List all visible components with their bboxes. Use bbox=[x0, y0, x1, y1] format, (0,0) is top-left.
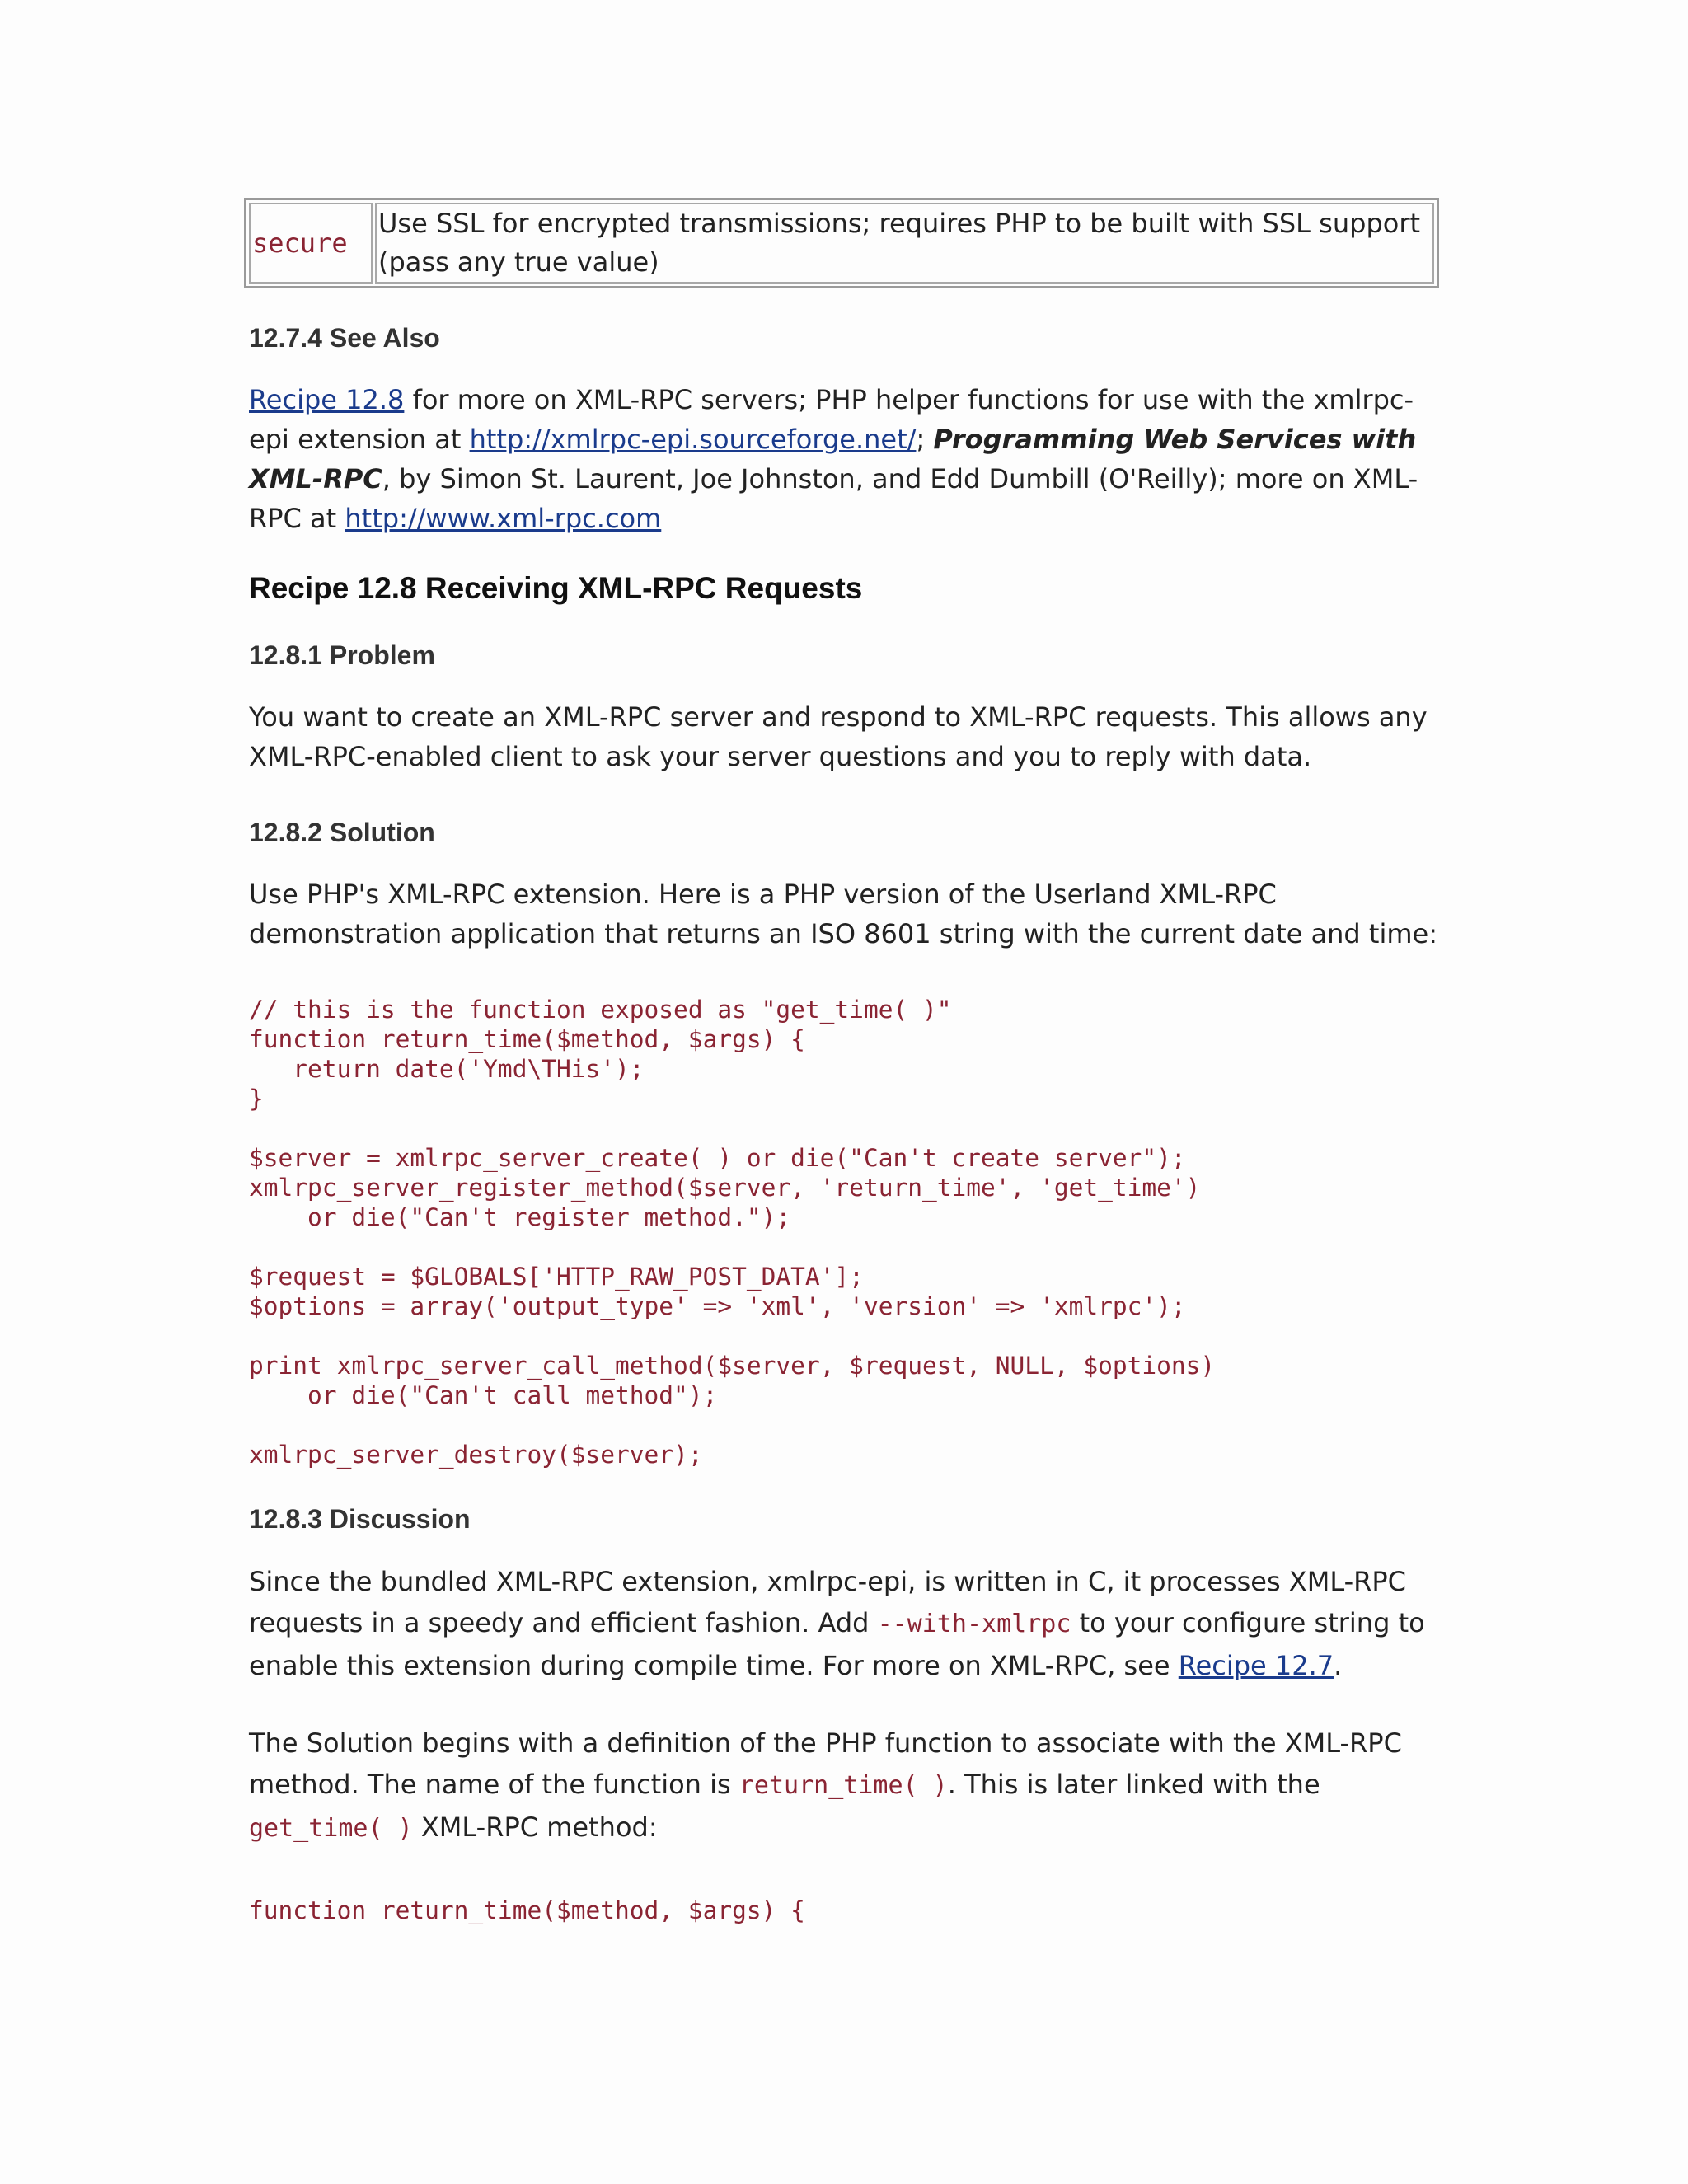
discussion-text-1: Since the bundled XML-RPC extension, xmlrpc-epi, is written in C, it processes XML-RPC requests in a speedy and efficient fashion. Add bbox=[249, 1566, 1406, 1638]
see-also-text-1: for more on XML-RPC servers; PHP helper functions for use with the xmlrpc-epi extension at bbox=[249, 384, 1414, 455]
xml-rpc-link[interactable]: http://www.xml-rpc.com bbox=[345, 503, 662, 534]
discussion-heading: 12.8.3 Discussion bbox=[249, 1504, 471, 1534]
see-also-text-2: ; bbox=[916, 424, 934, 455]
discussion-paragraph-2 bbox=[249, 1722, 1444, 1849]
discussion-text-3: . bbox=[1334, 1650, 1343, 1681]
problem-heading: 12.8.1 Problem bbox=[249, 640, 435, 670]
description-line-2: (pass any true value) bbox=[378, 246, 659, 278]
problem-paragraph: You want to create an XML-RPC server and respond to XML-RPC requests. This allows any XML-RPC-enabled client to ask your server questions and you to reply with data. bbox=[249, 701, 1428, 772]
table-row bbox=[249, 203, 1434, 284]
discussion-text-2: to your configure string to enable this extension during compile time. For more on XML-RPC, see bbox=[249, 1607, 1425, 1681]
discussion-paragraph-1 bbox=[249, 1561, 1444, 1686]
description-line-1: Use SSL for encrypted transmissions; requires PHP to be built with SSL support bbox=[378, 208, 1421, 239]
document-page bbox=[249, 198, 1444, 1925]
discussion-text-4: The Solution begins with a definition of the PHP function to associate with the XML-RPC method. The name of the function is bbox=[249, 1727, 1402, 1800]
see-also-text-3: , by Simon St. Laurent, Joe Johnston, and Edd Dumbill (O'Reilly); more on XML-RPC at bbox=[249, 463, 1418, 534]
configure-flag-code: --with-xmlrpc bbox=[877, 1610, 1071, 1638]
book-title: Programming Web Services with XML-RPC bbox=[249, 424, 1417, 494]
solution-heading: 12.8.2 Solution bbox=[249, 818, 435, 847]
see-also-heading: 12.7.4 See Also bbox=[249, 323, 440, 353]
recipe-12-8-link[interactable]: Recipe 12.8 bbox=[249, 384, 405, 415]
solution-paragraph: Use PHP's XML-RPC extension. Here is a PHP version of the Userland XML-RPC demonstration application that returns an ISO 8601 string with the current date and time: bbox=[249, 879, 1437, 949]
discussion-text-5: . This is later linked with the bbox=[947, 1769, 1320, 1800]
parameter-description bbox=[375, 203, 1434, 284]
recipe-title: Recipe 12.8 Receiving XML-RPC Requests bbox=[249, 571, 863, 605]
return-time-code: return_time( ) bbox=[738, 1771, 948, 1800]
parameter-name: secure bbox=[249, 203, 373, 284]
sourceforge-link[interactable]: http://xmlrpc-epi.sourceforge.net/ bbox=[469, 424, 917, 455]
see-also-paragraph bbox=[249, 380, 1444, 538]
discussion-text-6: XML-RPC method: bbox=[412, 1811, 658, 1843]
discussion-code-block: function return_time($method, $args) { bbox=[249, 1896, 805, 1924]
solution-code-block: // this is the function exposed as "get_time( )" function return_time($method, $args) { return date('Ymd\THis'); } $server = xmlrpc_server_create( ) or die("Can't create server"); xmlrpc_server_register_method($server, 'return_time', 'get_time') or die("Can't register method."); $request = $GLOBALS['HTTP_RAW_POST_DATA']; $options = array('output_type' => 'xml', 'version' => 'xmlrpc'); print xmlrpc_server_call_method($server, $request, NULL, $options) or die("Can't call method"); xmlrpc_server_destroy($server); bbox=[249, 996, 1216, 1469]
get-time-code: get_time( ) bbox=[249, 1814, 413, 1843]
parameter-table bbox=[244, 198, 1439, 288]
recipe-12-7-link[interactable]: Recipe 12.7 bbox=[1178, 1650, 1334, 1681]
